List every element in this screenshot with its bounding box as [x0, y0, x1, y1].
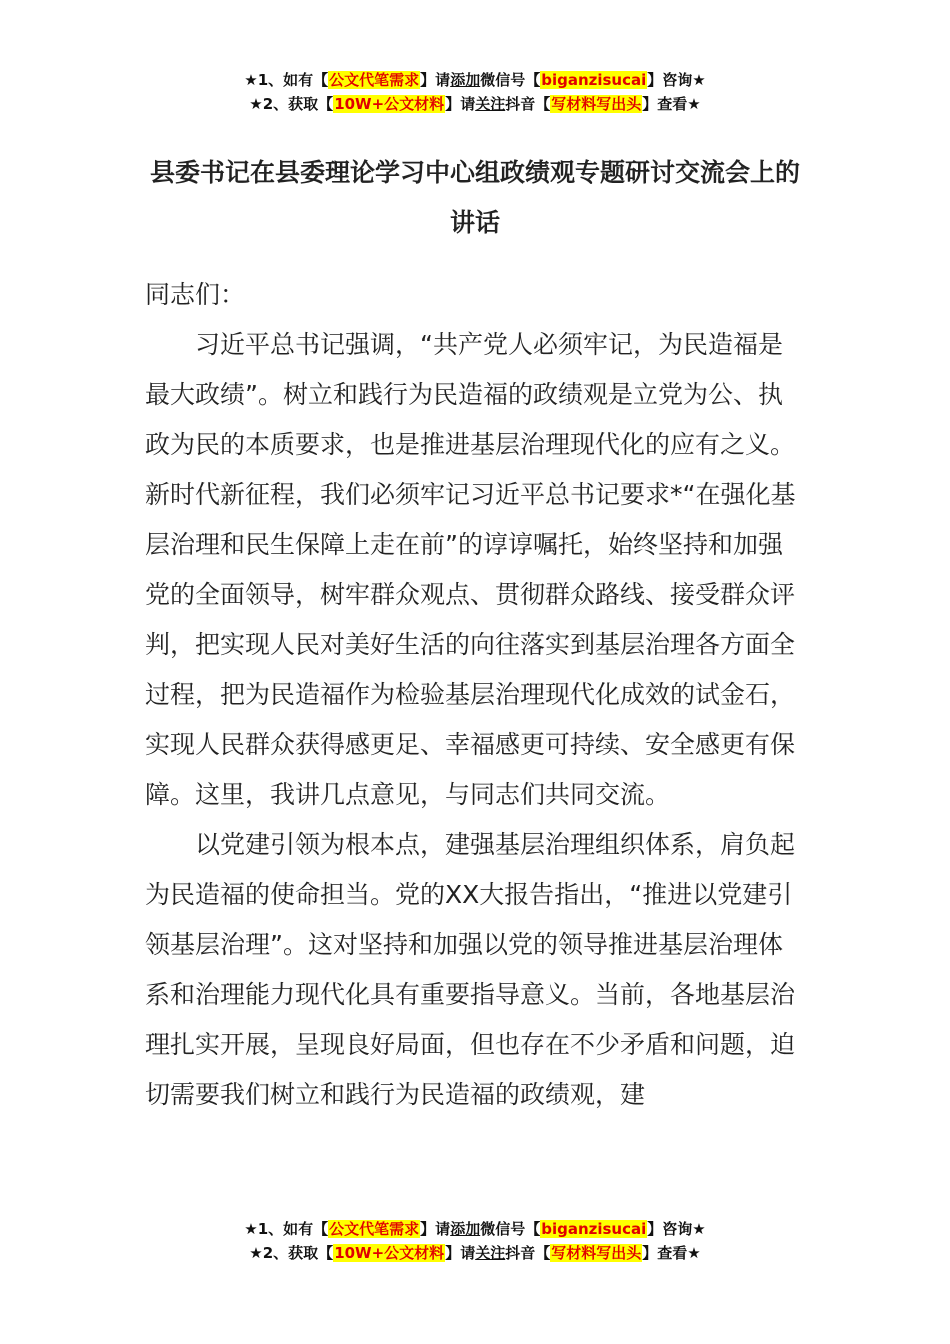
- promo-text: ★1、如有【: [244, 71, 329, 89]
- promo-highlight: 写材料写出头: [551, 95, 642, 113]
- promo-text: ★2、获取【: [249, 95, 334, 113]
- promo-highlight: biganzisucai: [541, 71, 647, 89]
- promo-line-2: [0, 92, 950, 116]
- promo-text: 抖音【: [505, 1244, 551, 1262]
- promo-text: 】咨询★: [647, 71, 706, 89]
- salutation: 同志们：: [145, 280, 246, 309]
- promo-text: ★2、获取【: [249, 1244, 334, 1262]
- promo-highlight: 公文代笔需求: [329, 1220, 420, 1238]
- promo-text: 】查看★: [642, 95, 701, 113]
- promo-emphasis: 添加: [450, 71, 481, 89]
- promo-text: 】请: [420, 1220, 451, 1238]
- promo-text: 】请: [445, 1244, 476, 1262]
- document-body: [145, 270, 805, 1120]
- promo-text: 】咨询★: [647, 1220, 706, 1238]
- promo-highlight: 公文代笔需求: [329, 71, 420, 89]
- promo-emphasis: 添加: [450, 1220, 481, 1238]
- header-promo-banner: [0, 68, 950, 116]
- promo-text: 抖音【: [505, 95, 551, 113]
- promo-line-1: [0, 1217, 950, 1241]
- promo-text: ★1、如有【: [244, 1220, 329, 1238]
- promo-text: 】请: [445, 95, 476, 113]
- body-paragraph: 习近平总书记强调，“共产党人必须牢记，为民造福是最大政绩”。树立和践行为民造福的政绩观是立党为公、执政为民的本质要求，也是推进基层治理现代化的应有之义。新时代新征程，我们必须牢记习近平总书记要求*“在强化基层治理和民生保障上走在前”的谆谆嘱托，始终坚持和加强党的全面领导，树牢群众观点、贯彻群众路线、接受群众评判，把实现人民对美好生活的向往落实到基层治理各方面全过程，把为民造福作为检验基层治理现代化成效的试金石，实现人民群众获得感更足、幸福感更可持续、安全感更有保障。这里，我讲几点意见，与同志们共同交流。: [145, 330, 796, 809]
- body-paragraph: 以党建引领为根本点，建强基层治理组织体系，肩负起为民造福的使命担当。党的XX大报告指出，“推进以党建引领基层治理”。这对坚持和加强以党的领导推进基层治理体系和治理能力现代化具有重要指导意义。当前，各地基层治理扎实开展，呈现良好局面，但也存在不少矛盾和问题，迫切需要我们树立和践行为民造福的政绩观，建: [145, 830, 796, 1109]
- promo-text: 微信号【: [480, 1220, 541, 1238]
- promo-highlight: 10W+公文材料: [334, 95, 445, 113]
- promo-text: 微信号【: [480, 71, 541, 89]
- promo-highlight: biganzisucai: [541, 1220, 647, 1238]
- promo-emphasis: 关注: [475, 95, 506, 113]
- promo-emphasis: 关注: [475, 1244, 506, 1262]
- footer-promo-banner: [0, 1217, 950, 1265]
- promo-line-1: [0, 68, 950, 92]
- promo-line-2: [0, 1241, 950, 1265]
- promo-highlight: 写材料写出头: [551, 1244, 642, 1262]
- promo-text: 】请: [420, 71, 451, 89]
- document-title: 县委书记在县委理论学习中心组政绩观专题研讨交流会上的讲话: [149, 158, 800, 237]
- promo-highlight: 10W+公文材料: [334, 1244, 445, 1262]
- promo-text: 】查看★: [642, 1244, 701, 1262]
